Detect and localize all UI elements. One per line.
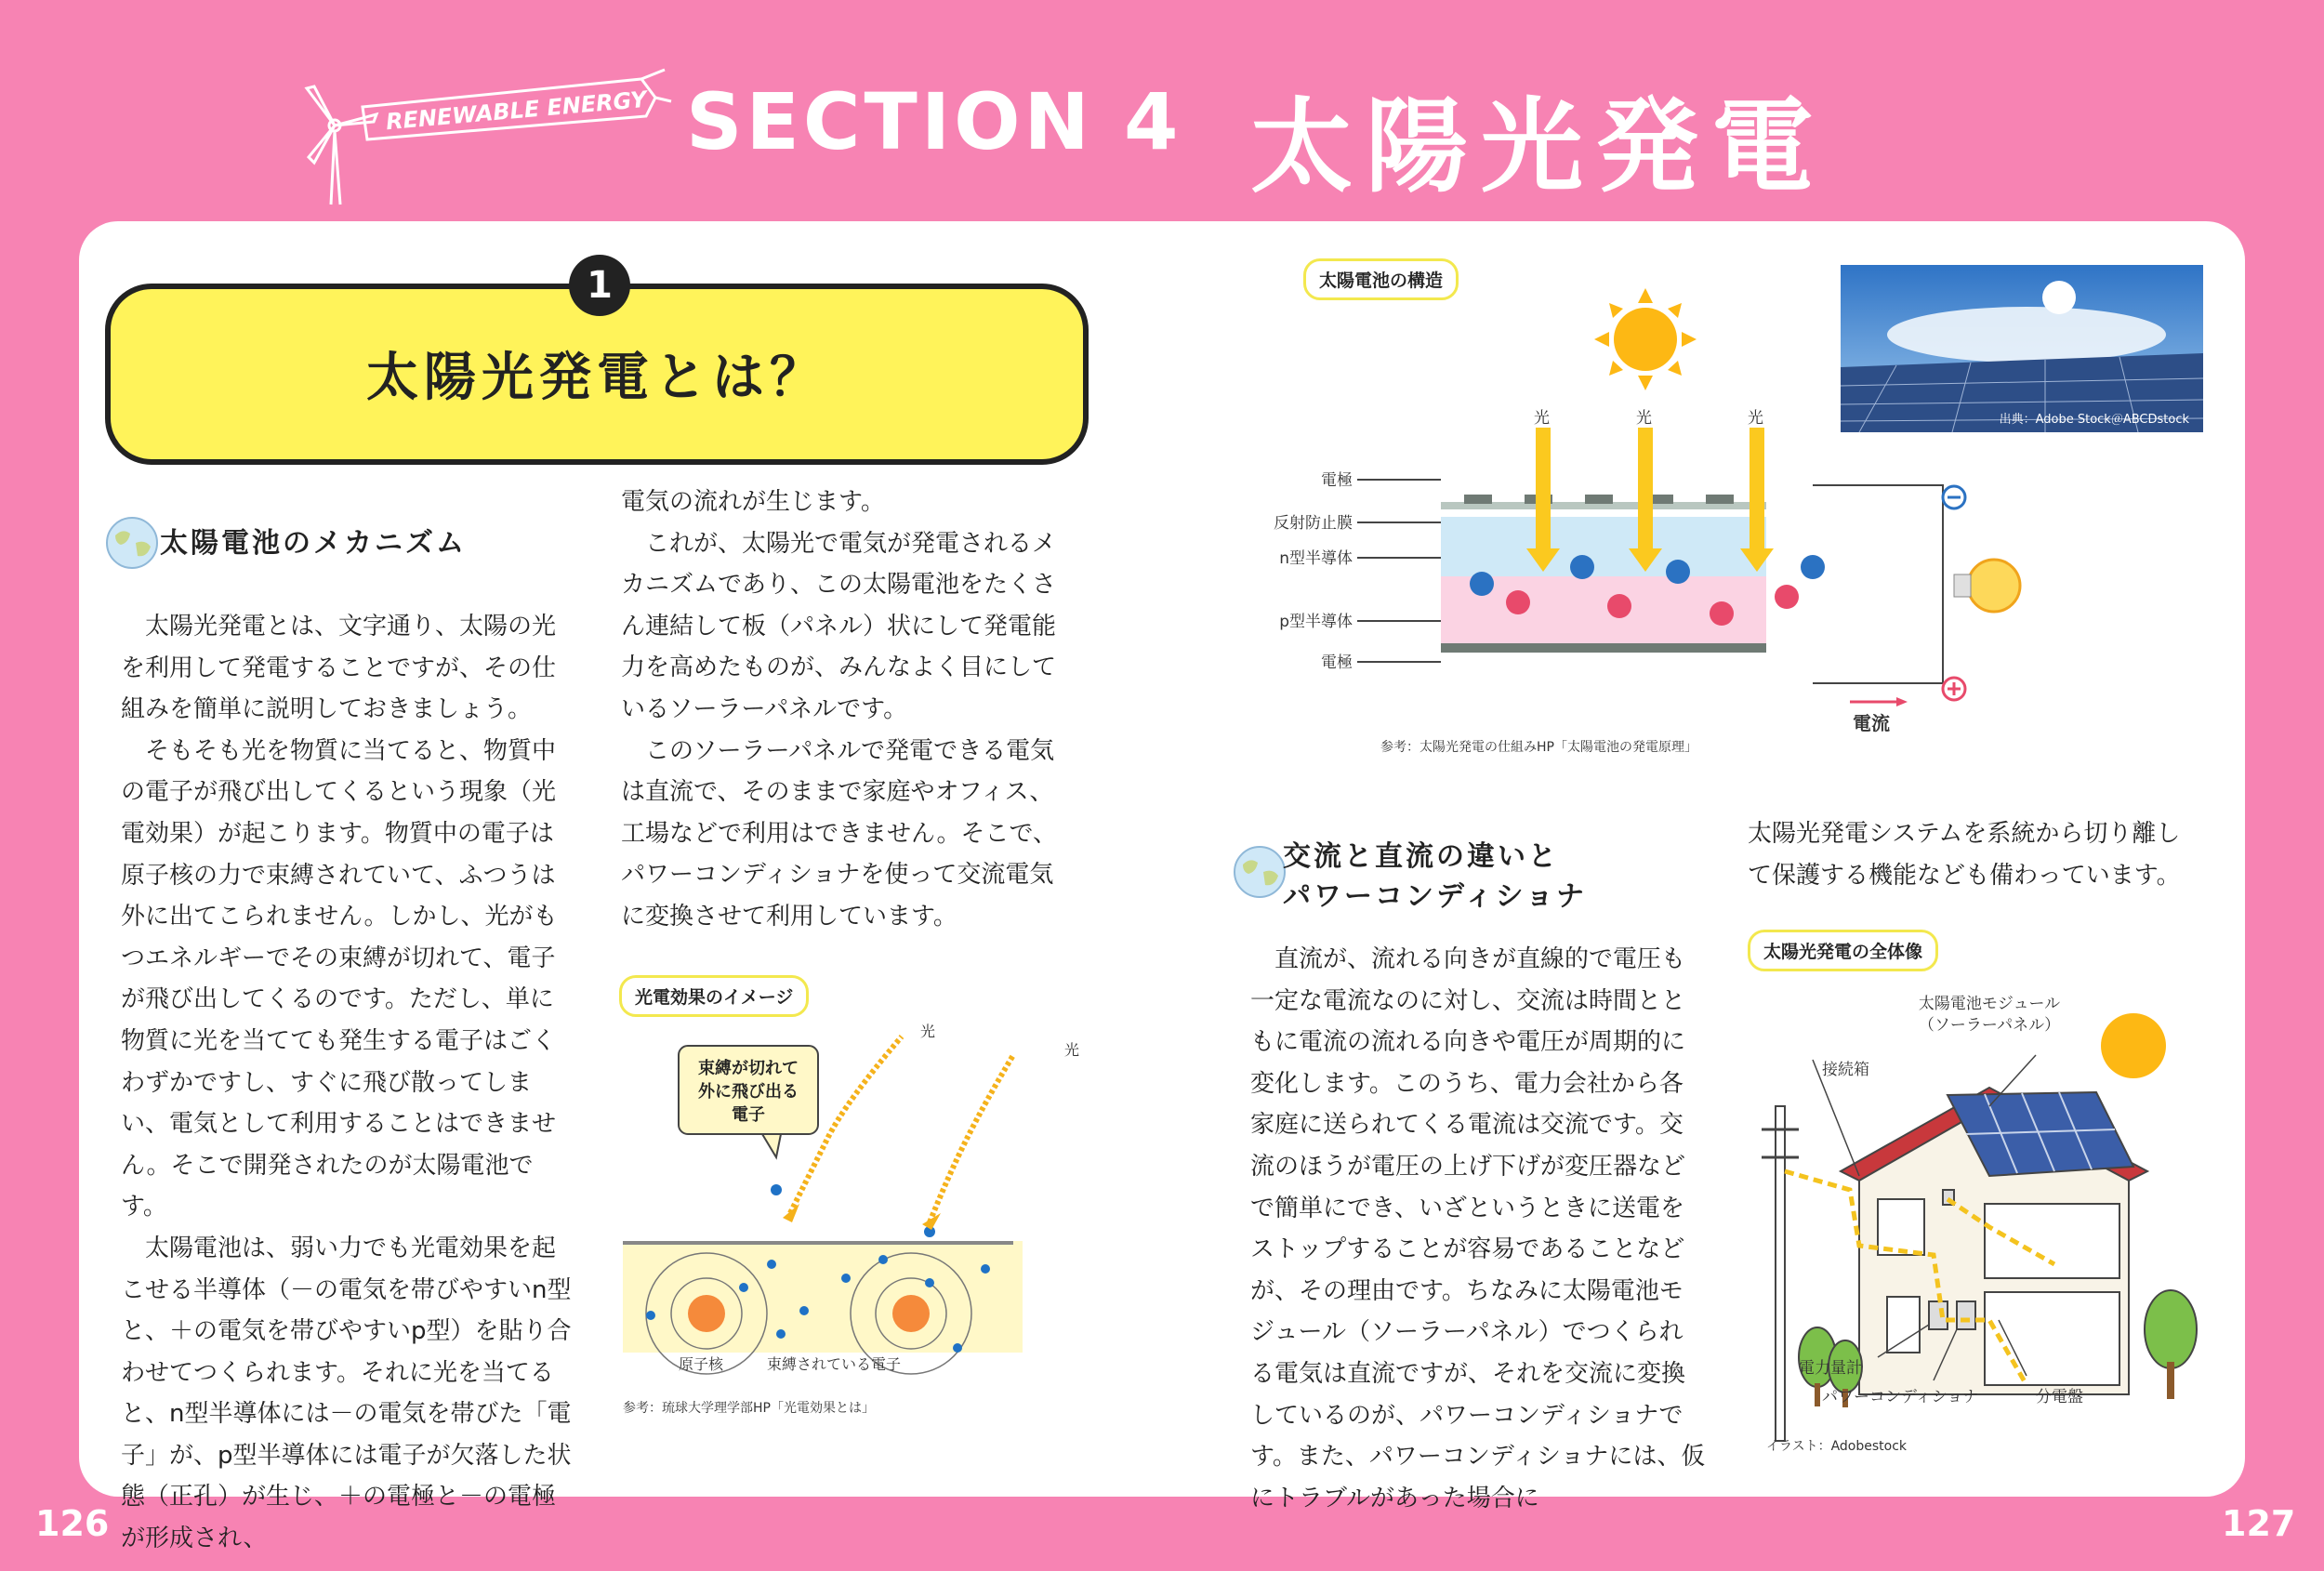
layer-label-p-type: p型半導体: [1279, 613, 1353, 631]
ac-dc-heading-line2: パワーコンディショナ: [1283, 880, 1587, 913]
page-number-right: 127: [2222, 1503, 2296, 1544]
sun-icon: [1594, 288, 1697, 390]
ac-dc-heading-line1: 交流と直流の違いと: [1283, 840, 1559, 873]
paragraph: これが、太陽光で電気が発電されるメカニズムであり、この太陽電池をたくさん連結して板（パネル）状にして発電能力を高めたものが、みんなよく目にしているソーラーパネルです。: [621, 529, 1057, 723]
house-credit: イラスト：Adobestock: [1766, 1439, 1908, 1454]
house-caption: 太陽光発電の全体像: [1748, 930, 1938, 971]
light-label-b: 光: [1636, 409, 1652, 428]
article-title: 太陽光発電とは？: [366, 348, 827, 408]
layer-label-electrode-top: 電極: [1321, 471, 1353, 490]
section-title: 太陽光発電: [1250, 87, 1827, 206]
banner-text: RENEWABLE ENERGY: [384, 86, 648, 136]
mechanism-heading: 太陽電池のメカニズム: [160, 527, 467, 560]
page-number-left: 126: [35, 1503, 110, 1544]
house-system-diagram: [1748, 985, 2212, 1469]
photoelectric-diagram: [623, 1018, 1088, 1371]
bubble-line-1: 束縛が切れて: [698, 1059, 799, 1078]
current-label: 電流: [1853, 712, 1890, 734]
paragraph: 太陽電池は、弱い力でも光電効果を起こせる半導体（－の電気を帯びやすいn型と、＋の電気を帯びやすいp型）を貼り合わせてつくられます。それに光を当てると、n型半導体には－の電気を帯びた「電子」が、p型半導体には電子が欠落した状態（正孔）が生じ、＋の電極と－の電極が形成され、: [121, 1234, 572, 1553]
light-label-a: 光: [1534, 409, 1550, 428]
light-label-c: 光: [1748, 409, 1763, 428]
photoelectric-caption: 光電効果のイメージ: [619, 975, 809, 1017]
light-bulb-icon: [1954, 560, 2020, 612]
bubble-line-3: 電子: [732, 1105, 765, 1125]
module-label-1: 太陽電池モジュール: [1918, 995, 2061, 1013]
photo-credit: 出典：Adobe Stock＠ABCDstock: [1999, 413, 2189, 427]
power-conditioner-label: パワーコンディショナ: [1822, 1388, 1979, 1406]
page-header: [0, 0, 2324, 214]
section-label: SECTION 4: [686, 76, 1182, 167]
wind-turbine-banner-icon: [288, 60, 679, 209]
bubble-line-2: 外に飛び出る: [698, 1082, 799, 1102]
structure-caption: 太陽電池の構造: [1303, 258, 1459, 300]
meter-label: 電力量計: [1799, 1359, 1862, 1378]
layer-label-electrode-bottom: 電極: [1321, 653, 1353, 672]
body-column-1: [121, 606, 576, 1560]
nucleus-marker: [688, 1295, 725, 1332]
nucleus-label: 原子核: [679, 1355, 724, 1373]
light-label-1: 光: [920, 1023, 936, 1040]
structure-source: 参考：太陽光発電の仕組みHP「太陽電池の発電原理」: [1380, 740, 1697, 755]
body-column-3: [1250, 939, 1706, 1519]
body-column-4: [1748, 813, 2203, 896]
junction-box-label: 接続箱: [1822, 1061, 1869, 1079]
layer-label-n-type: n型半導体: [1279, 549, 1353, 568]
bound-electron-label: 束縛されている電子: [767, 1355, 902, 1373]
paragraph: 太陽光発電システムを系統から切り離して保護する機能なども備わっています。: [1748, 820, 2181, 890]
paragraph: 太陽光発電とは、文字通り、太陽の光を利用して発電することですが、その仕組みを簡単に説明しておきましょう。: [121, 613, 557, 724]
distribution-board-label: 分電盤: [2036, 1388, 2083, 1406]
light-label-2: 光: [1064, 1041, 1080, 1059]
photoelectric-source: 参考：琉球大学理学部HP「光電効果とは」: [623, 1401, 875, 1416]
article-number: 1: [569, 255, 630, 316]
paragraph: そもそも光を物質に当てると、物質中の電子が飛び出してくるという現象（光電効果）が起こります。物質中の電子は原子核の力で束縛されていて、ふつうは外に出てこられません。しかし、光がもつエネルギーでその束縛が切れて、電子が飛び出してくるのです。ただし、単に物質に光を当てても発生する電子はごくわずかですし、すぐに飛び散ってしまい、電気として利用することはできません。そこで開発されたのが太陽電池です。: [121, 736, 558, 1221]
sun-icon: [2101, 1013, 2166, 1078]
body-column-2: [621, 482, 1076, 938]
layer-label-antireflection: 反射防止膜: [1274, 514, 1353, 533]
paragraph: 直流が、流れる向きが直線的で電圧も一定な電流なのに対し、交流は時間とともに電流の流れる向きや電圧が周期的に変化します。このうち、電力会社から各家庭に送られてくる電流は交流です。交流のほうが電圧の上げ下げが変圧器などで簡単にでき、いざというときに送電をストップすることが容易であることなどが、その理由です。ちなみに太陽電池モジュール（ソーラーパネル）でつくられる電気は直流ですが、それを交流に変換しているのが、パワーコンディショナです。また、パワーコンディショナには、仮にトラブルがあった場合に: [1250, 945, 1706, 1512]
solar-cell-structure-diagram: [1274, 288, 2054, 744]
module-label-2: （ソーラーパネル）: [1918, 1016, 2061, 1035]
paragraph: このソーラーパネルで発電できる電気は直流で、そのままで家庭やオフィス、工場などで利用はできません。そこで、パワーコンディショナを使って交流電気に変換させて利用しています。: [621, 736, 1058, 931]
globe-icon: [104, 515, 160, 571]
globe-icon: [1232, 844, 1287, 900]
paragraph: 電気の流れが生じます。: [621, 488, 885, 516]
